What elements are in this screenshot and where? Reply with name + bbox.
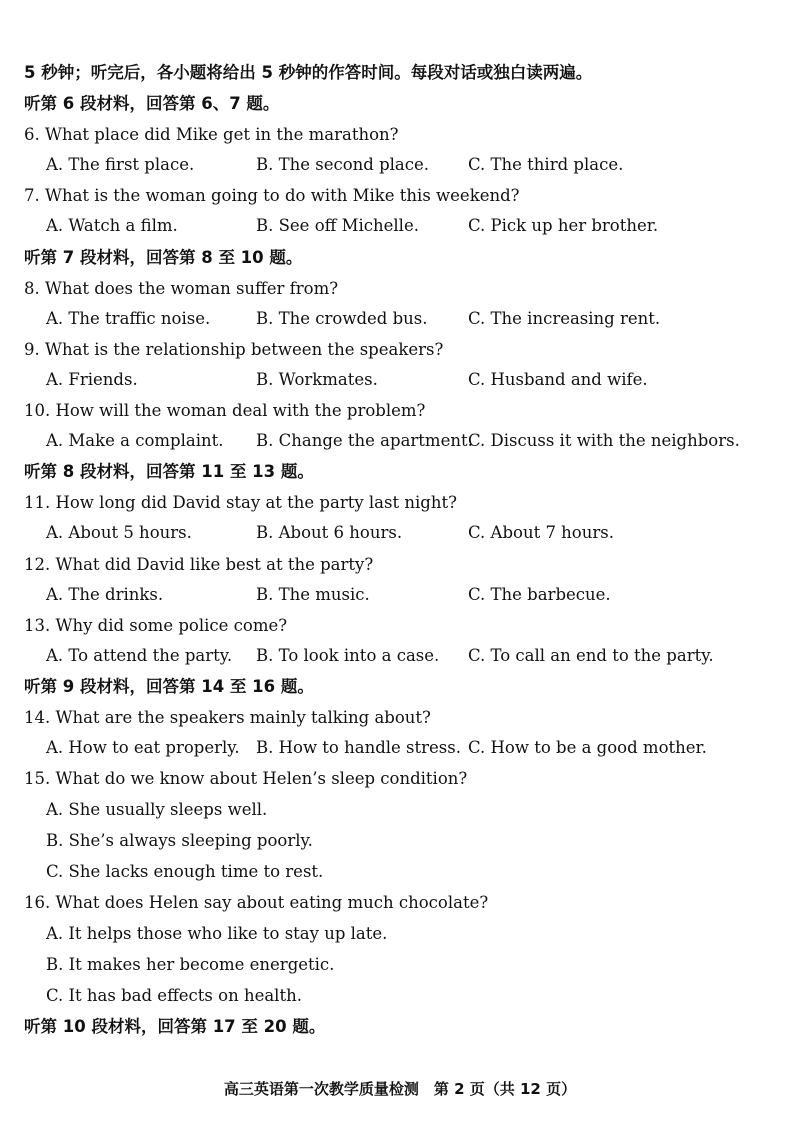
question-11: 11. How long did David stay at the party last night? [24,493,457,512]
option-c: C. The third place. [468,155,624,174]
option-a: A. Make a complaint. [46,431,224,450]
option-a: A. To attend the party. [46,646,233,665]
option-b: B. The music. [256,585,370,604]
option-c: C. How to be a good mother. [468,738,707,757]
question-6: 6. What place did Mike get in the marathon? [24,125,399,144]
option-b: B. Change the apartment. [256,431,473,450]
option-a: A. The drinks. [46,585,164,604]
section-heading-10: 听第 10 段材料，回答第 17 至 20 题。 [24,1017,326,1036]
option-c: C. Husband and wife. [468,370,648,389]
question-10: 10. How will the woman deal with the problem? [24,401,426,420]
option-b: B. To look into a case. [256,646,440,665]
option-b: B. About 6 hours. [256,523,403,542]
option-c: C. To call an end to the party. [468,646,714,665]
option-c: C. The barbecue. [468,585,611,604]
option-c: C. It has bad effects on health. [46,986,302,1005]
option-a: A. About 5 hours. [46,523,192,542]
question-13: 13. Why did some police come? [24,616,288,635]
option-c: C. Pick up her brother. [468,216,659,235]
question-8: 8. What does the woman suffer from? [24,279,339,298]
page-footer: 高三英语第一次教学质量检测 第 2 页（共 12 页） [223,1080,577,1098]
question-14: 14. What are the speakers mainly talking about? [24,708,431,727]
instruction-line: 5 秒钟；听完后，各小题将给出 5 秒钟的作答时间。每段对话或独白读两遍。 [24,63,593,82]
option-b: B. She’s always sleeping poorly. [46,831,313,850]
option-b: B. Workmates. [256,370,378,389]
option-a: A. How to eat properly. [46,738,240,757]
section-heading-6: 听第 6 段材料，回答第 6、7 题。 [24,94,280,113]
question-16: 16. What does Helen say about eating much chocolate? [24,893,489,912]
option-b: B. See off Michelle. [256,216,419,235]
option-b: B. The crowded bus. [256,309,428,328]
option-b: B. The second place. [256,155,430,174]
section-heading-7: 听第 7 段材料，回答第 8 至 10 题。 [24,248,303,267]
option-c: C. Discuss it with the neighbors. [468,431,740,450]
option-c: C. The increasing rent. [468,309,661,328]
option-a: A. The traffic noise. [46,309,211,328]
section-heading-9: 听第 9 段材料，回答第 14 至 16 题。 [24,677,314,696]
question-12: 12. What did David like best at the party? [24,555,374,574]
section-heading-8: 听第 8 段材料，回答第 11 至 13 题。 [24,462,314,481]
option-a: A. The first place. [46,155,195,174]
option-a: A. Friends. [46,370,138,389]
option-b: B. How to handle stress. [256,738,461,757]
option-a: A. It helps those who like to stay up late. [46,924,388,943]
option-a: A. She usually sleeps well. [46,800,268,819]
question-15: 15. What do we know about Helen’s sleep condition? [24,769,468,788]
option-c: C. She lacks enough time to rest. [46,862,324,881]
question-7: 7. What is the woman going to do with Mike this weekend? [24,186,520,205]
option-b: B. It makes her become energetic. [46,955,335,974]
option-a: A. Watch a film. [46,216,178,235]
option-c: C. About 7 hours. [468,523,614,542]
question-9: 9. What is the relationship between the speakers? [24,340,444,359]
